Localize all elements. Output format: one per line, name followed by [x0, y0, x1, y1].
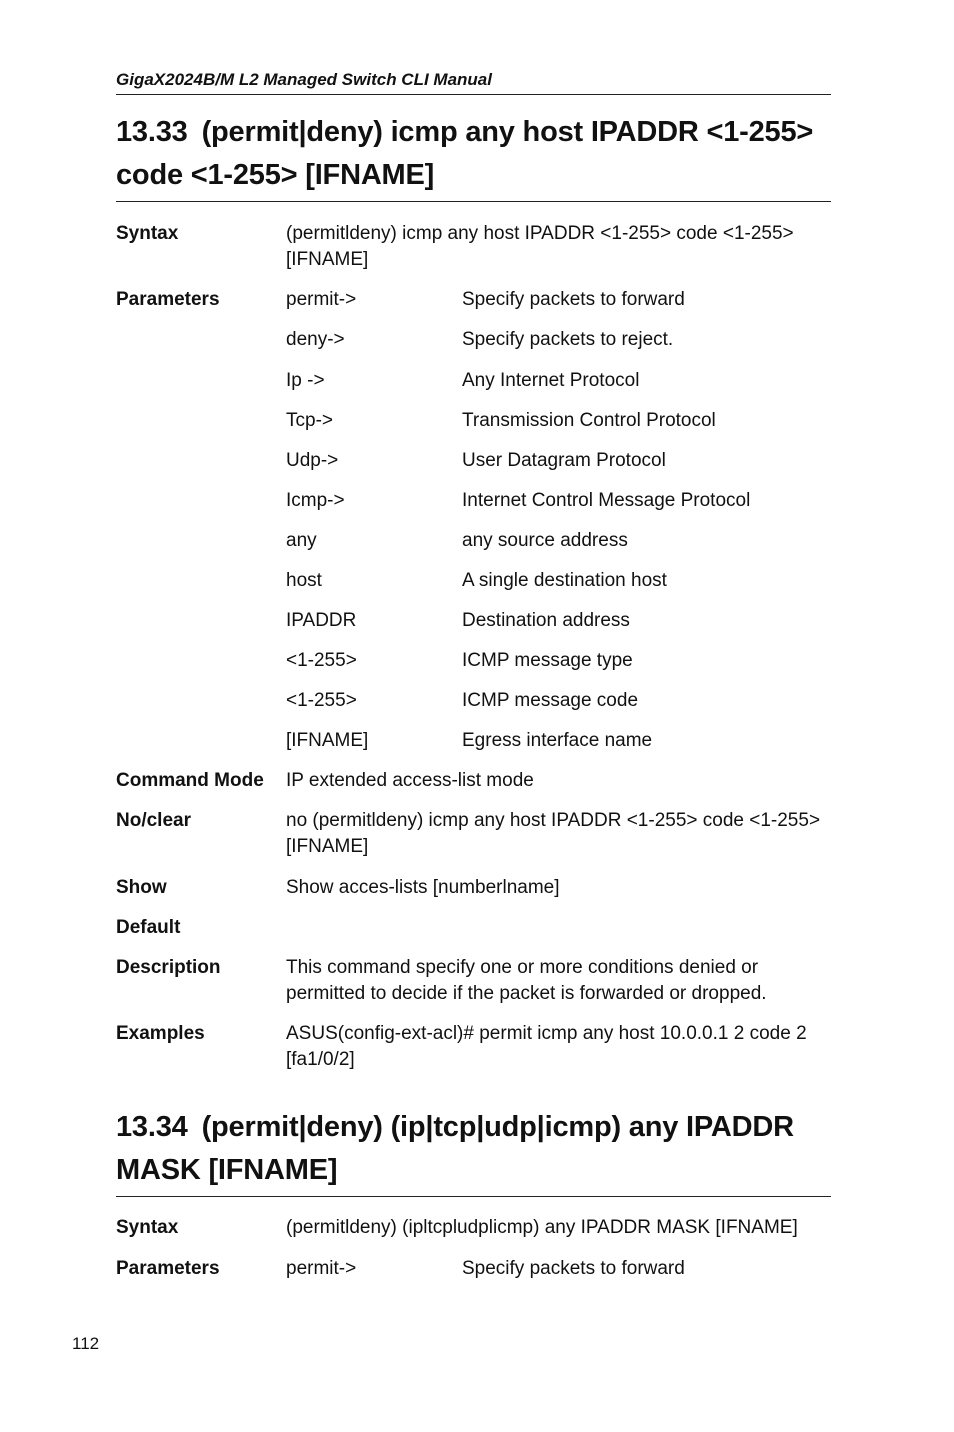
parameter-name: permit->: [286, 1258, 357, 1279]
default-label: Default: [116, 917, 181, 938]
parameter-description: ICMP message type: [462, 650, 633, 671]
parameter-name: Tcp->: [286, 410, 333, 431]
section-title-13-33: [116, 111, 831, 202]
examples-value: ASUS(config-ext-acl)# permit icmp any host 10.0.0.1 2 code 2 [fa1/0/2]: [286, 1023, 807, 1070]
syntax-value: (permitldeny) (ipltcpludplicmp) any IPADDR MASK [IFNAME]: [286, 1217, 798, 1238]
parameter-description: Specify packets to forward: [462, 1258, 685, 1279]
parameter-description: A single destination host: [462, 570, 667, 591]
parameter-name: host: [286, 570, 322, 591]
parameter-description: Transmission Control Protocol: [462, 410, 716, 431]
parameters-label: Parameters: [116, 289, 220, 310]
show-value: Show acces-lists [numberlname]: [286, 877, 560, 898]
examples-label: Examples: [116, 1023, 205, 1044]
description-label: Description: [116, 957, 221, 978]
section-heading: (permit|deny) icmp any host IPADDR <1-255> code <1-255> [IFNAME]: [116, 116, 814, 191]
section-heading: (permit|deny) (ip|tcp|udp|icmp) any IPADDR MASK [IFNAME]: [116, 1111, 794, 1186]
parameter-name: [IFNAME]: [286, 730, 369, 751]
parameter-description: Destination address: [462, 610, 630, 631]
parameter-description: Egress interface name: [462, 730, 653, 751]
section-number: 13.34: [116, 1111, 188, 1143]
section-title-13-34: [116, 1106, 831, 1197]
parameter-name: Udp->: [286, 450, 339, 471]
page-number: 112: [72, 1334, 100, 1353]
command-mode-value: IP extended access-list mode: [286, 770, 534, 791]
command-mode-label: Command Mode: [116, 770, 264, 791]
parameter-name: deny->: [286, 329, 345, 350]
parameter-name: <1-255>: [286, 690, 357, 711]
show-label: Show: [116, 877, 167, 898]
syntax-label: Syntax: [116, 1217, 179, 1238]
parameter-name: permit->: [286, 289, 357, 310]
parameter-description: User Datagram Protocol: [462, 450, 666, 471]
parameter-name: any: [286, 530, 317, 551]
syntax-value: (permitldeny) icmp any host IPADDR <1-255> code <1-255> [IFNAME]: [286, 223, 794, 270]
parameter-description: Internet Control Message Protocol: [462, 490, 751, 511]
parameter-description: Specify packets to reject.: [462, 329, 674, 350]
description-value: This command specify one or more conditions denied or permitted to decide if the packet is forwarded or dropped.: [286, 957, 767, 1004]
parameter-name: <1-255>: [286, 650, 357, 671]
syntax-label: Syntax: [116, 223, 179, 244]
parameters-label: Parameters: [116, 1258, 220, 1279]
parameter-description: Specify packets to forward: [462, 289, 685, 310]
parameter-name: IPADDR: [286, 610, 357, 631]
no-clear-label: No/clear: [116, 810, 191, 831]
section-number: 13.33: [116, 116, 188, 148]
parameter-name: Ip ->: [286, 370, 325, 391]
parameter-name: Icmp->: [286, 490, 345, 511]
no-clear-value: no (permitldeny) icmp any host IPADDR <1-255> code <1-255> [IFNAME]: [286, 810, 821, 857]
parameter-description: any source address: [462, 530, 628, 551]
parameter-description: ICMP message code: [462, 690, 639, 711]
running-header: GigaX2024B/M L2 Managed Switch CLI Manual: [116, 70, 831, 95]
parameter-description: Any Internet Protocol: [462, 370, 640, 391]
